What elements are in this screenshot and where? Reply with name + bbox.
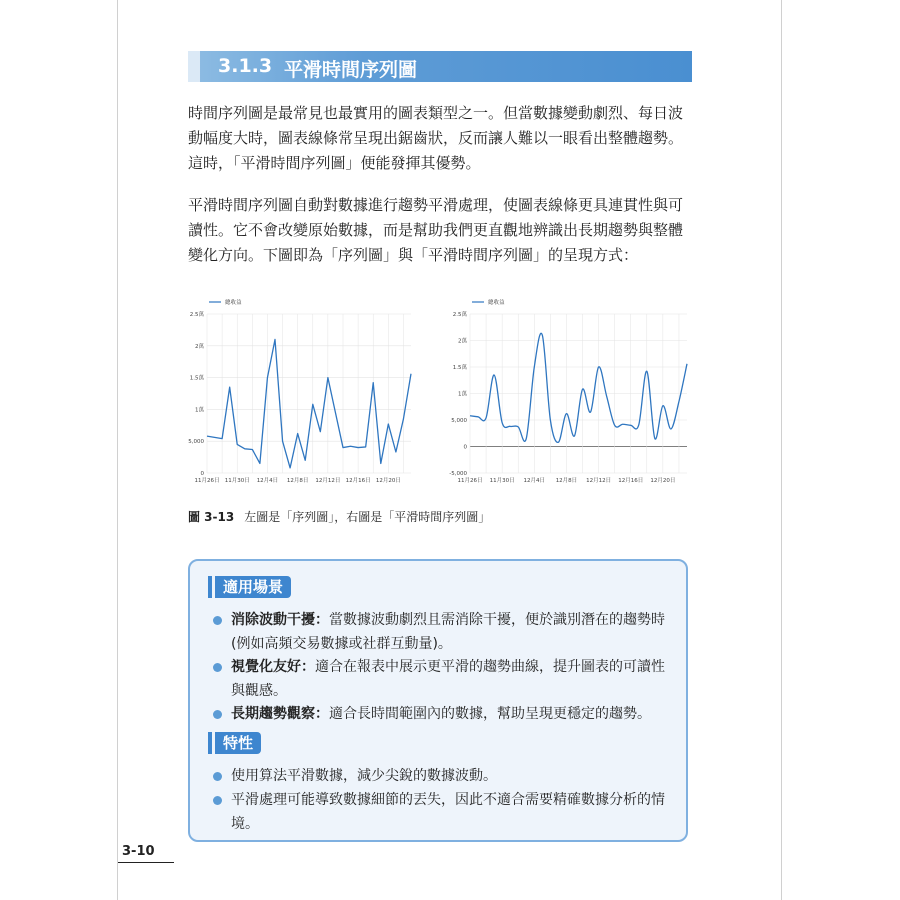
figure-caption-text: 左圖是「序列圖」，右圖是「平滑時間序列圖」: [244, 510, 491, 524]
line-chart-raw: [183, 292, 423, 492]
y-tick-label: 1.5萬: [189, 375, 204, 382]
line-chart-smoothed: [444, 292, 694, 492]
paragraph-line: 動幅度大時，圖表線條常呈現出鋸齒狀，反而讓人難以一眼看出整體趨勢。: [188, 129, 684, 147]
paragraph-line: 變化方向。下圖即為「序列圖」與「平滑時間序列圖」的呈現方式：: [188, 246, 639, 264]
usage-item-line: [231, 655, 678, 679]
x-tick-label: 12月12日: [586, 478, 612, 484]
paragraph-line: 平滑時間序列圖自動對數據進行趨勢平滑處理，使圖表線條更具連貫性與可: [188, 196, 684, 214]
feature-item: [208, 788, 678, 836]
page-number: 3-10: [122, 844, 155, 859]
y-tick-label: 1.5萬: [452, 365, 467, 371]
x-tick-label: 11月30日: [489, 478, 515, 484]
page-edge-left: [117, 0, 118, 900]
feature-tag: [208, 732, 261, 754]
x-tick-label: 12月16日: [345, 478, 371, 484]
feature-item-text: 使用算法平滑數據，減少尖銳的數據波動。: [231, 768, 497, 784]
paragraph-line: 讀性。它不會改變原始數據，而是幫助我們更直觀地辨識出長期趨勢與整體: [188, 221, 684, 239]
x-tick-label: 12月20日: [650, 478, 676, 484]
usage-item-title: 消除波動干擾：: [231, 612, 329, 628]
x-tick-label: 12月4日: [256, 478, 279, 484]
legend-label: 總收益: [488, 300, 505, 306]
usage-item-line: [231, 702, 678, 726]
section-header-accent: [188, 51, 200, 82]
y-tick-label: 5,000: [451, 418, 467, 424]
line-chart-raw-svg: [183, 292, 423, 492]
y-tick-label: 0: [200, 471, 204, 477]
y-tick-label: 2萬: [458, 338, 467, 345]
y-tick-label: 2萬: [195, 343, 204, 350]
y-tick-label: 1萬: [195, 407, 204, 414]
y-tick-label: -5,000: [449, 471, 467, 477]
section-header: [188, 51, 692, 82]
paragraph-line: 時間序列圖是最常見也最實用的圖表類型之一。但當數據變動劇烈、每日波: [188, 104, 684, 122]
tag-bar: [208, 576, 212, 598]
x-tick-label: 12月16日: [618, 478, 644, 484]
feature-item-text: 境。: [231, 816, 259, 832]
figure-caption: [188, 508, 490, 525]
usage-item-title: 視覺化友好：: [231, 659, 315, 675]
usage-tag-label: 適用場景: [215, 576, 291, 598]
section-title: 平滑時間序列圖: [284, 59, 418, 81]
x-tick-label: 12月12日: [315, 478, 341, 484]
series-line-revenue: [470, 333, 687, 442]
x-tick-label: 11月30日: [224, 478, 250, 484]
bullet-dot-icon: [213, 663, 222, 672]
usage-item-line: [231, 608, 678, 632]
paragraph-description: [188, 193, 698, 268]
paragraph-line: 這時，「平滑時間序列圖」便能發揮其優勢。: [188, 154, 481, 172]
bullet-dot-icon: [213, 616, 222, 625]
y-tick-label: 1萬: [458, 391, 467, 398]
usage-item-text: 適合在報表中展示更平滑的趨勢曲線，提升圖表的可讀性: [315, 659, 665, 675]
paragraph-intro: [188, 101, 698, 176]
usage-item-text: 當數據波動劇烈且需消除干擾，便於識別潛在的趨勢時: [329, 612, 665, 628]
usage-item-text: (例如高頻交易數據或社群互動量)。: [231, 636, 452, 652]
feature-item-text: 平滑處理可能導致數據細節的丟失，因此不適合需要精確數據分析的情: [231, 792, 665, 808]
x-tick-label: 12月20日: [375, 478, 401, 484]
bullet-dot-icon: [213, 796, 222, 805]
x-tick-label: 12月8日: [555, 478, 578, 484]
feature-tag-label: 特性: [215, 732, 261, 754]
x-tick-label: 11月26日: [194, 478, 220, 484]
feature-item: [208, 764, 678, 788]
usage-item-title: 長期趨勢觀察：: [231, 706, 329, 722]
section-number: 3.1.3: [218, 55, 273, 77]
usage-item: [208, 702, 678, 726]
figure-label: 圖 3-13: [188, 510, 235, 524]
x-tick-label: 12月8日: [286, 478, 309, 484]
x-tick-label: 12月4日: [523, 478, 546, 484]
bullet-dot-icon: [213, 710, 222, 719]
usage-item-text: 適合長時間範圍內的數據，幫助呈現更穩定的趨勢。: [329, 706, 651, 722]
usage-item: [208, 655, 678, 703]
info-box: [188, 559, 688, 842]
page-edge-right: [781, 0, 782, 900]
legend-label: 總收益: [225, 300, 242, 306]
y-tick-label: 2.5萬: [452, 312, 467, 318]
page-number-rule: [118, 862, 174, 863]
x-tick-label: 11月26日: [457, 478, 483, 484]
tag-bar: [208, 732, 212, 754]
y-tick-label: 2.5萬: [189, 312, 204, 318]
line-chart-smoothed-svg: [444, 292, 694, 492]
bullet-dot-icon: [213, 772, 222, 781]
y-tick-label: 0: [463, 444, 467, 451]
usage-item-text: 與觀感。: [231, 683, 287, 699]
y-tick-label: 5,000: [188, 439, 204, 446]
usage-tag: [208, 576, 291, 598]
usage-item: [208, 608, 678, 656]
series-line-revenue: [207, 339, 411, 467]
